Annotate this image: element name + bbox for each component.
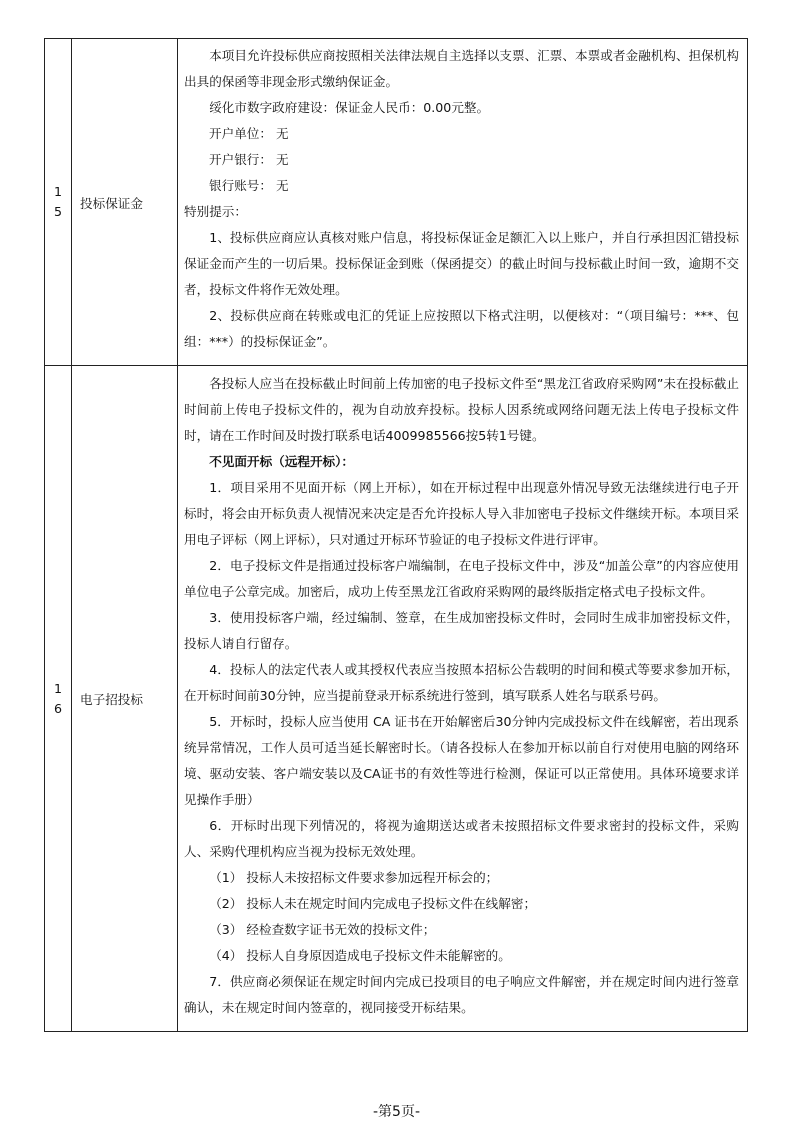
paragraph: 2、投标供应商在转账或电汇的凭证上应按照以下格式注明，以便核对：“（项目编号：***、包组：***）的投标保证金”。 [184,308,739,349]
list-item: （3） 经检查数字证书无效的投标文件； [209,921,436,937]
paragraph: 绥化市数字政府建设：保证金人民币：0.00元整。 [209,100,490,115]
paragraph: 2．电子投标文件是指通过投标客户端编制，在电子投标文件中，涉及“加盖公章”的内容应使用单位电子公章完成。加密后，成功上传至黑龙江省政府采购网的最终版指定格式电子投标文件。 [184,557,739,599]
row-content [178,366,748,1032]
row-number: 1 5 [45,39,72,366]
paragraph: 3．使用投标客户端，经过编制、签章，在生成加密投标文件时，会同时生成非加密投标文件，投标人请自行留存。 [184,609,739,651]
paragraph: 5．开标时，投标人应当使用 CA 证书在开始解密后30分钟内完成投标文件在线解密，若出现系统异常情况，工作人员可适当延长解密时长。（请各投标人在参加开标以前自行对使用电脑的网络环境、驱动安装、客户端安装以及CA证书的有效性等进行检测，保证可以正常使用。具体环境要求详见操作手册） [184,713,739,807]
paragraph: 6．开标时出现下列情况的，将视为逾期送达或者未按照招标文件要求密封的投标文件，采购人、采购代理机构应当视为投标无效处理。 [184,817,739,859]
row-title: 电子招投标 [72,366,178,1032]
list-item: （1） 投标人未按招标文件要求参加远程开标会的； [209,869,499,885]
page-number: -第5页- [372,1104,420,1120]
list-item: （4） 投标人自身原因造成电子投标文件未能解密的。 [209,947,511,963]
paragraph: 1．项目采用不见面开标（网上开标），如在开标过程中出现意外情况导致无法继续进行电子开标时，将会由开标负责人视情况来决定是否允许投标人导入非加密电子投标文件继续开标。本项目采用电子评标（网上评标），只对通过开标环节验证的电子投标文件进行评审。 [184,479,739,547]
row-content [178,39,748,366]
paragraph: 1、投标供应商应认真核对账户信息，将投标保证金足额汇入以上账户，并自行承担因汇错投标保证金而产生的一切后果。投标保证金到账（保函提交）的截止时间与投标截止时间一致，逾期不交者，投标文件将作无效处理。 [184,230,739,297]
list-item: （2） 投标人未在规定时间内完成电子投标文件在线解密； [209,895,537,911]
paragraph: 7．供应商必须保证在规定时间内完成已投项目的电子响应文件解密，并在规定时间内进行签章确认，未在规定时间内签章的，视同接受开标结果。 [184,973,739,1015]
row-title: 投标保证金 [72,39,178,366]
table-row-electronic-bidding [45,366,748,1032]
row-number: 1 6 [45,366,72,1032]
paragraph: 开户单位： 无 [209,126,289,141]
content-table [44,38,748,1032]
paragraph: 银行账号： 无 [209,178,289,193]
table-row-bid-deposit [45,39,748,366]
paragraph: 4．投标人的法定代表人或其授权代表应当按照本招标公告载明的时间和模式等要求参加开标，在开标时间前30分钟，应当提前登录开标系统进行签到，填写联系人姓名与联系号码。 [184,661,739,703]
paragraph: 特别提示： [184,204,247,219]
section-heading: 不见面开标（远程开标）： [209,453,355,469]
paragraph: 开户银行： 无 [209,152,289,167]
paragraph: 本项目允许投标供应商按照相关法律法规自主选择以支票、汇票、本票或者金融机构、担保机构出具的保函等非现金形式缴纳保证金。 [184,48,739,89]
paragraph: 各投标人应当在投标截止时间前上传加密的电子投标文件至“黑龙江省政府采购网”未在投标截止时间前上传电子投标文件的，视为自动放弃投标。投标人因系统或网络问题无法上传电子投标文件时，请在工作时间及时拨打联系电话4009985566按5转1号键。 [184,375,739,443]
